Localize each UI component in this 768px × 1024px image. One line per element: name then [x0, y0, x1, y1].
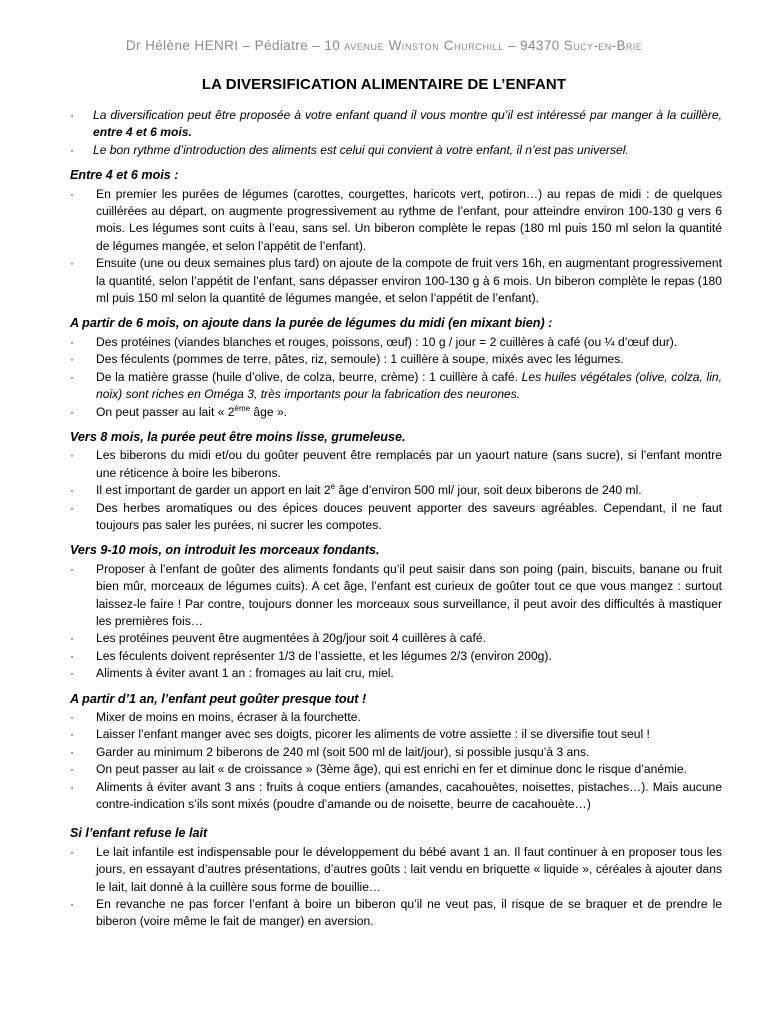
bullet: · [70, 779, 75, 794]
bullet: · [70, 352, 75, 367]
list-item-text: Les biberons du midi et/ou du goûter peuvent être remplacés par un yaourt nature (sans sucre), si l’enfant montre une réticence à boire les biberons. [96, 448, 722, 480]
bullet: · [70, 897, 75, 912]
list-item-text: Les féculents doivent représenter 1/3 de l’assiette, et les légumes 2/3 (environ 200g). [96, 648, 552, 663]
section-title: A partir de 6 mois, on ajoute dans la purée de légumes du midi (en mixant bien) : [70, 316, 553, 331]
document-body [70, 107, 722, 931]
list-item-text: On peut passer au lait « de croissance » (3ème âge), qui est enrichi en fer et diminue donc le risque d’anémie. [96, 762, 687, 777]
bullet: · [70, 666, 75, 681]
list-item-text: En premier les purées de légumes (carottes, courgettes, haricots vert, potiron…) au repas de midi : de quelques cuillérées au départ, on augmente progressivement au rythme de l’enfant, pour atteindre environ 100-130 g vers 6 mois. Les légumes sont cuits à l’eau, sans sel. Un biberon complète le repas (180 ml puis 150 ml selon la quantité de légumes mangée, et selon l’appétit de l’enfant). [96, 186, 722, 253]
section-milk-refusal [70, 825, 722, 930]
bullet: · [70, 186, 75, 201]
superscript: ème [234, 403, 251, 413]
list-item [70, 761, 722, 778]
list-item [70, 404, 722, 421]
bullet: · [70, 844, 75, 859]
list-item [70, 561, 722, 631]
intro-item-text: Le bon rythme d’introduction des aliments est celui qui convient à votre enfant, il n’est pas universel. [93, 142, 629, 157]
bullet: · [70, 561, 75, 576]
section-title: Vers 9-10 mois, on introduit les morceaux fondants. [70, 543, 380, 558]
list-item-text-end: âge ». [250, 404, 288, 419]
document-title: LA DIVERSIFICATION ALIMENTAIRE DE L’ENFANT [201, 76, 567, 93]
list-item [70, 255, 722, 307]
list-item [70, 630, 722, 647]
section-title: A partir d’1 an, l’enfant peut goûter presque tout ! [70, 691, 367, 706]
section-list [70, 334, 722, 421]
bullet: · [70, 648, 75, 663]
list-item [70, 351, 722, 368]
letterhead-street: avenue Winston Churchill [344, 38, 504, 53]
letterhead-city: Sucy-en-Brie [563, 38, 643, 53]
section-9-10-months [70, 542, 722, 682]
bullet: · [70, 334, 75, 349]
section-list [70, 561, 722, 683]
section-title: Si l’enfant refuse le lait [70, 826, 208, 841]
list-item-text: Laisser l’enfant manger avec ses doigts, picorer les aliments de votre assiette : il se diversifie tout seul ! [96, 727, 650, 742]
list-item [70, 447, 722, 482]
bullet: · [70, 142, 75, 157]
list-item [70, 334, 722, 351]
list-item-text: Ensuite (une ou deux semaines plus tard) on ajoute de la compote de fruit vers 16h, en augmentant progressivement la quantité, selon l’appétit de l’enfant, sans dépasser environ 100-130 g à 6 mois. Un biberon complète le repas (180 ml puis 150 ml selon la quantité de légumes mangée, et selon l’appétit de l’enfant). [96, 256, 722, 306]
list-item [70, 896, 722, 931]
list-item-text: Proposer à l’enfant de goûter des aliments fondants qu’il peut saisir dans son poing (pain, biscuits, banane ou fruit bien mûr, morceaux de légumes cuits). A cet âge, l’enfant est curieux de goûter tout ce que vous mangez : surtout laissez-le faire ! Par contre, toujours donner les morceaux sous surveillance, il peut avoir des difficultés à mastiquer les premières fois… [96, 561, 722, 628]
section-list [70, 844, 722, 931]
bullet: · [70, 710, 75, 724]
section-1-year [70, 691, 722, 814]
section-title: Entre 4 et 6 mois : [70, 168, 179, 183]
list-item [70, 648, 722, 665]
list-item [70, 726, 722, 743]
intro-item-text: La diversification peut être proposée à votre enfant quand il vous montre qu’il est intéressé par manger à la cuillère, [93, 108, 722, 122]
list-item-text: Aliments à éviter avant 3 ans : fruits à coque entiers (amandes, cacahouètes, noisettes, pistaches…). Mais aucune contre-indication s’ils sont mixés (poudre d’amande ou de noisette, beurre de cacahouète…) [96, 779, 722, 812]
section-title: Vers 8 mois, la purée peut être moins lisse, grumeleuse. [70, 429, 406, 444]
letterhead [0, 38, 768, 53]
list-item-text: Des protéines (viandes blanches et rouges, poissons, œuf) : 10 g / jour = 2 cuillères à café (ou ¼ d’œuf dur). [96, 334, 678, 349]
list-item [70, 709, 722, 726]
bullet: · [70, 631, 75, 646]
section-6-months [70, 315, 722, 420]
intro-item [70, 142, 722, 159]
list-item-note: Les huiles végétales (olive, colza, lin, noix) sont riches en Oméga 3, très importants pour la fabrication des neurones. [96, 369, 722, 402]
list-item-text-end: âge d’environ 500 ml/ jour, soit deux biberons de 240 ml. [335, 483, 642, 498]
intro-item [70, 107, 722, 142]
letterhead-postcode: – 94370 [503, 38, 564, 53]
list-item [70, 482, 722, 499]
list-item-text: En revanche ne pas forcer l’enfant à boire un biberon qu’il ne veut pas, il risque de se braquer et de prendre le biberon (voire même le fait de manger) en aversion. [96, 897, 722, 929]
list-item-text: Mixer de moins en moins, écraser à la fourchette. [96, 710, 361, 724]
bullet: · [70, 108, 75, 122]
bullet: · [70, 369, 75, 384]
bullet: · [70, 500, 75, 515]
list-item-text: Des féculents (pommes de terre, pâtes, riz, semoule) : 1 cuillère à soupe, mixés avec les légumes. [96, 352, 624, 367]
bullet: · [70, 744, 75, 759]
letterhead-doctor: Dr Hélène HENRI – Pédiatre – 10 [125, 38, 345, 53]
list-item-text: Garder au minimum 2 biberons de 240 ml (soit 500 ml de lait/jour), si possible jusqu’à 3 ans. [96, 744, 590, 759]
list-item-text: De la matière grasse (huile d’olive, de colza, beurre, crème) : 1 cuillère à café. [96, 369, 522, 384]
list-item [70, 500, 722, 535]
bullet: · [70, 762, 75, 777]
bullet: · [70, 256, 75, 271]
list-item [70, 369, 722, 404]
list-item-text: Il est important de garder un apport en lait 2 [96, 483, 331, 498]
list-item [70, 665, 722, 682]
section-list [70, 186, 722, 308]
list-item-text: On peut passer au lait « 2 [96, 404, 235, 419]
section-8-months [70, 429, 722, 534]
list-item-text: Les protéines peuvent être augmentées à 20g/jour soit 4 cuillères à café. [96, 631, 486, 646]
bullet: · [70, 727, 75, 742]
list-item [70, 779, 722, 814]
section-list [70, 709, 722, 813]
list-item-text: Le lait infantile est indispensable pour le développement du bébé avant 1 an. Il faut continuer à en proposer tous les jours, en essayant d’autres présentations, d’autres goûts : lait vendu en briquette « liquide », céréales à ajouter dans le lait, lait donné à la cuillère sous forme de bouillie… [96, 844, 722, 894]
intro-list [70, 107, 722, 159]
list-item-text: Aliments à éviter avant 1 an : fromages au lait cru, miel. [96, 666, 394, 681]
bullet: · [70, 404, 75, 419]
section-4-6-months [70, 167, 722, 307]
list-item [70, 186, 722, 256]
list-item [70, 844, 722, 896]
intro-item-bold: entre 4 et 6 mois. [93, 125, 192, 140]
bullet: · [70, 483, 75, 498]
section-list [70, 447, 722, 534]
list-item-text: Des herbes aromatiques ou des épices douces peuvent apporter des saveurs agréables. Cependant, il ne faut toujours pas saler les purées, ni sucrer les compotes. [96, 500, 722, 532]
list-item [70, 744, 722, 761]
superscript: e [330, 482, 336, 492]
bullet: · [70, 448, 75, 463]
